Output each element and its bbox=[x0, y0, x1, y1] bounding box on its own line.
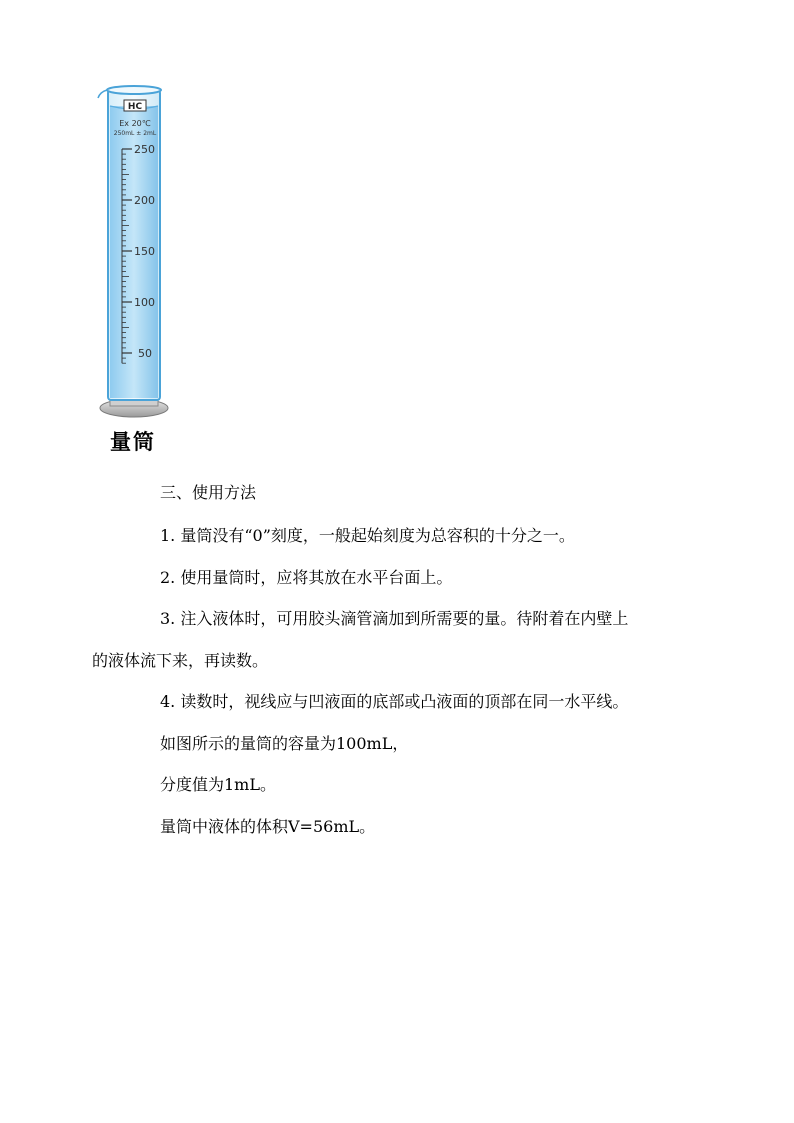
method-item-4: 4. 读数时，视线应与凹液面的底部或凸液面的顶部在同一水平线。 bbox=[160, 692, 629, 711]
method-item-3: 3. 注入液体时，可用胶头滴管滴加到所需要的量。待附着在内壁上 bbox=[160, 609, 629, 628]
scale-label-200: 200 bbox=[134, 194, 155, 207]
method-item-3-continued: 的液体流下来，再读数。 bbox=[92, 651, 269, 670]
method-item-2: 2. 使用量筒时，应将其放在水平台面上。 bbox=[160, 568, 453, 587]
answer-capacity: 如图所示的量筒的容量为100mL， bbox=[160, 734, 409, 753]
figure-caption: 量筒 bbox=[110, 430, 156, 454]
answer-division-value: 分度值为1mL。 bbox=[160, 775, 276, 794]
scale-label-150: 150 bbox=[134, 245, 155, 258]
scale-label-100: 100 bbox=[134, 296, 155, 309]
graduated-cylinder-illustration bbox=[88, 78, 188, 428]
method-item-1: 1. 量筒没有“0”刻度，一般起始刻度为总容积的十分之一。 bbox=[160, 526, 575, 545]
brand-mark: HC bbox=[127, 102, 143, 112]
answer-liquid-volume: 量筒中液体的体积V=56mL。 bbox=[160, 817, 376, 836]
spec-line-2: 250mL ± 2mL bbox=[113, 130, 157, 137]
section-heading: 三、使用方法 bbox=[160, 483, 257, 502]
spec-line-1: Ex 20℃ bbox=[119, 119, 151, 128]
cylinder-rim bbox=[107, 86, 161, 94]
scale-label-50: 50 bbox=[138, 347, 152, 360]
scale-label-250: 250 bbox=[134, 143, 155, 156]
